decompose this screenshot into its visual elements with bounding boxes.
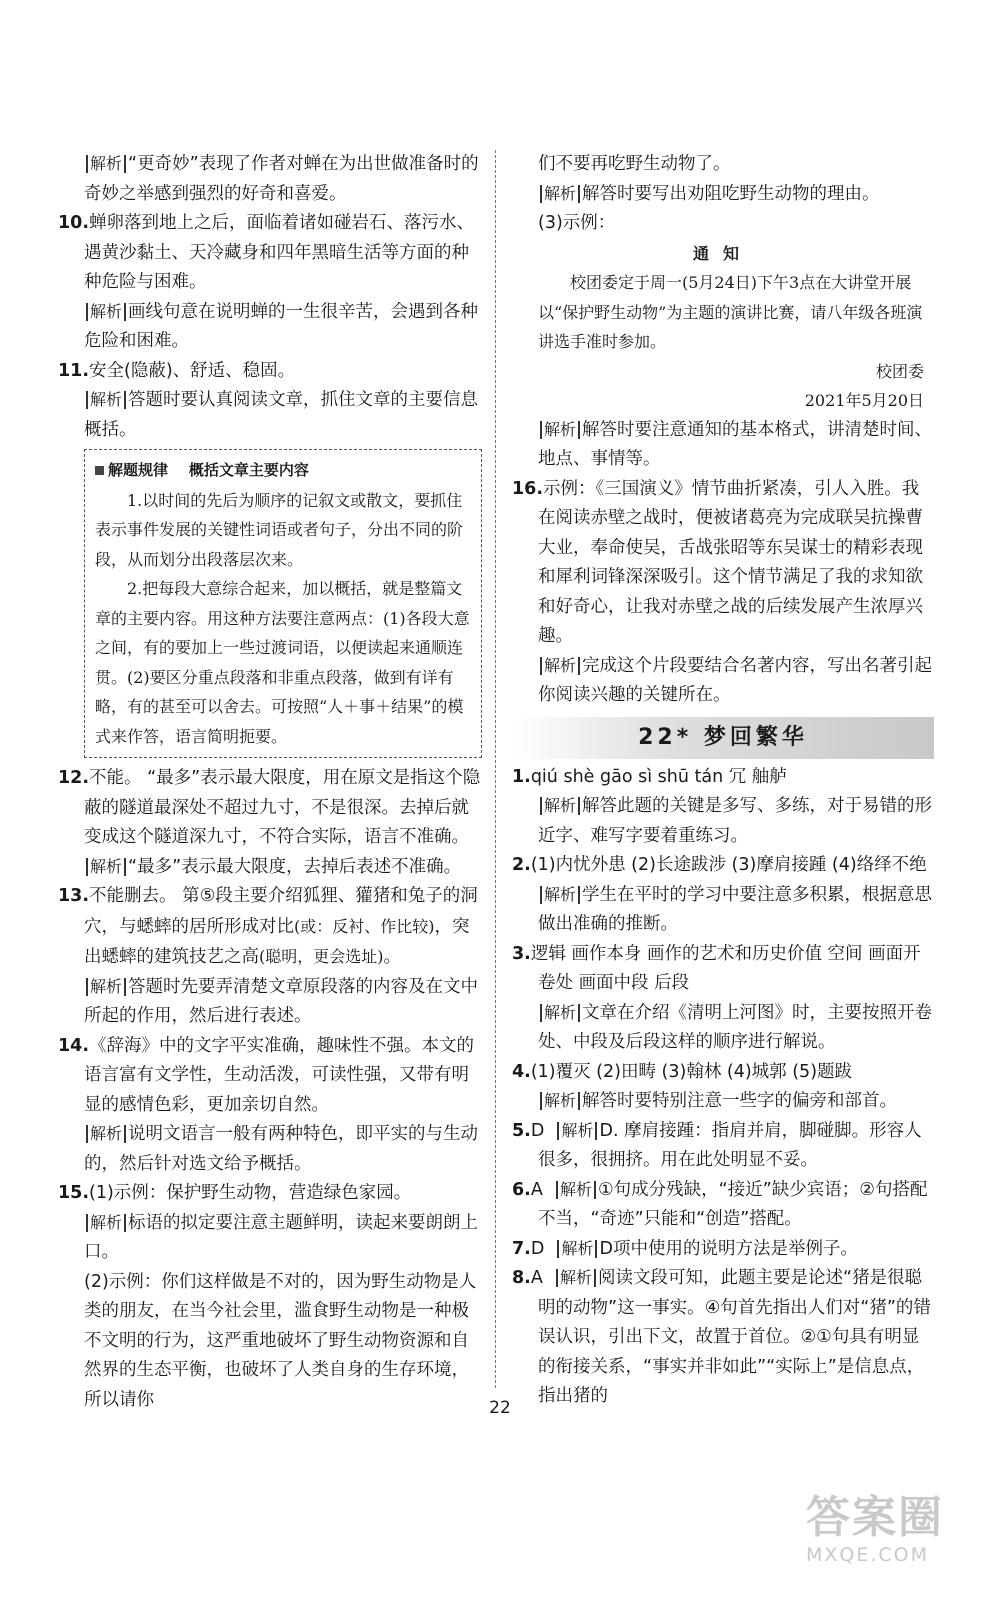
lesson-answer-6: 6.A 解析 ①句成分残缺，“接近”缺少宾语；②句搭配不当，“奇迹”只能和“创造”搭配。 <box>512 1179 928 1229</box>
watermark-logo <box>806 1492 966 1580</box>
analysis-tag: 解析 <box>86 978 126 996</box>
analysis-tag: 解析 <box>556 1181 596 1199</box>
notice-signature: 校团委 <box>875 361 924 381</box>
answer-10: 10.蝉卵落到地上之后，面临着诸如碰岩石、落污水、遇黄沙黏土、天冷藏身和四年黑暗生活等方面的种种危险与困难。 <box>58 213 475 292</box>
tip-paragraph: 1.以时间的先后为顺序的记叙文或散文，要抓住表示事件发展的关键性词语或者句子，分出不同的阶段，从而划分出段落层次来。 <box>95 490 464 569</box>
answer-12-analysis: 解析 “最多”表示最大限度，去掉后表述不准确。 <box>58 853 482 883</box>
lesson-answer-3: 3.逻辑 画作本身 画作的艺术和历史价值 空间 画面开卷处 画面中段 后段 <box>512 943 921 993</box>
answer-15: 15.(1)示例：保护野生动物，营造绿色家园。 <box>58 1183 412 1203</box>
lesson-banner: 22* 梦回繁华 <box>512 717 934 759</box>
notice-date: 2021年5月20日 <box>804 391 924 410</box>
answer-15-analysis-3: 解析 解答时要注意通知的基本格式，讲清楚时间、地点、事情等。 <box>538 419 933 469</box>
answer-16-analysis: 解析 完成这个片段要结合名著内容，写出名著引起你阅读兴趣的关键所在。 <box>538 655 933 705</box>
analysis-tag: 解析 <box>86 858 126 876</box>
analysis-tag: 解析 <box>540 421 580 439</box>
lesson-answer-8: 8.A 解析 阅读文段可知，此题主要是论述“猪是很聪明的动物”这一事实。④句首先指出人们对“猪”的错误认识，引出下文，故置于首位。②①句具有明显的衔接关系，“事实并非如此”“实际上”是信息点，指出猪的 <box>512 1268 931 1406</box>
answer-13-analysis: 解析 答题时先要弄清楚文章原段落的内容及在文中所起的作用，然后进行表述。 <box>84 976 479 1026</box>
analysis-tag: 解析 <box>556 1269 596 1287</box>
analysis-tag: 解析 <box>86 1125 126 1143</box>
lesson-answer-4: 4.(1)覆灭 (2)田畴 (3)翰林 (4)城郭 (5)题跋 <box>512 1061 853 1082</box>
answer-9-analysis: 解析 “更奇妙”表现了作者对蝉在为出世做准备时的奇妙之举感到强烈的好奇和喜爱。 <box>84 154 479 204</box>
answer-15-analysis-1: 解析 标语的拟定要注意主题鲜明，读起来要朗朗上口。 <box>84 1212 479 1262</box>
right-column <box>512 150 934 1412</box>
answer-15-analysis-2: 解析 解答时要写出劝阻吃野生动物的理由。 <box>512 180 934 210</box>
answer-15-continued: 们不要再吃野生动物了。 <box>538 154 731 174</box>
answer-11: 11.安全(隐蔽)、舒适、稳固。 <box>58 360 296 381</box>
analysis-tag: 解析 <box>86 303 126 321</box>
tip-box <box>84 449 482 758</box>
lesson-answer-7: 7.D 解析 D项中使用的说明方法是举例子。 <box>512 1238 858 1259</box>
answer-12: 12.不能。 “最多”表示最大限度，用在原文是指这个隐蔽的隧道最深处不超过九寸，不是很深。去掉后就变成这个隧道深九寸，不符合实际，语言不准确。 <box>58 768 481 847</box>
lesson-answer-4-analysis: 解析 解答时要特别注意一些字的偏旁和部首。 <box>512 1087 934 1117</box>
analysis-tag: 解析 <box>540 1092 580 1110</box>
analysis-tag: 解析 <box>540 657 580 675</box>
analysis-tag: 解析 <box>540 1004 580 1022</box>
page-number: 22 <box>489 1398 511 1418</box>
analysis-tag: 解析 <box>86 155 126 173</box>
answer-15-part-2: (2)示例：你们这样做是不对的，因为野生动物是人类的朋友，在当今社会里，滥食野生动物是一种极不文明的行为，这严重地破坏了野生动物资源和自然界的生态平衡，也破坏了人类自身的生存环境，所以请你 <box>84 1271 477 1410</box>
tip-header: 解题规律 概括文章主要内容 <box>95 456 471 486</box>
lesson-answer-2: 2.(1)内忧外患 (2)长途跋涉 (3)摩肩接踵 (4)络绎不绝 <box>512 855 927 875</box>
notice-body: 校团委定于周一(5月24日)下午3点在大讲堂开展以“保护野生动物”为主题的演讲比赛，请八年级各班演讲选手准时参加。 <box>538 273 923 351</box>
watermark-url: MXQE.COM <box>806 1544 930 1566</box>
answer-16: 16.示例：《三国演义》情节曲折紧凑，引人入胜。我在阅读赤壁之战时，便被诸葛亮为完成联吴抗操曹大业，奉命使吴，舌战张昭等东吴谋士的精彩表现和犀利词锋深深吸引。这个情节满足了我的求知欲和好奇心，让我对赤壁之战的后续发展产生浓厚兴趣。 <box>512 478 923 646</box>
lesson-answer-3-analysis: 解析 文章在介绍《清明上河图》时，主要按照开卷处、中段及后段这样的顺序进行解说。 <box>538 1002 933 1052</box>
answer-13: 13.不能删去。 第⑤段主要介绍狐狸、獾猪和兔子的洞穴，与蟋蟀的居所形成对比(或：反衬、作比较)，突出蟋蟀的建筑技艺之高(聪明，更会选址)。 <box>58 886 478 967</box>
answer-15-part-3: (3)示例： <box>538 213 616 233</box>
analysis-tag: 解析 <box>540 886 580 904</box>
answer-10-analysis: 解析 画线句意在说明蝉的一生很辛苦，会遇到各种危险和困难。 <box>84 301 479 351</box>
lesson-answer-1: 1.qiú shè gāo sì shū tán 冗 舳舻 <box>512 766 787 787</box>
analysis-tag: 解析 <box>540 185 580 203</box>
notice <box>512 239 934 416</box>
watermark-brand: 答案圈 <box>806 1492 944 1543</box>
column-divider <box>495 150 496 1388</box>
answer-11-analysis: 解析 答题时要认真阅读文章，抓住文章的主要信息概括。 <box>84 390 479 440</box>
answer-14: 14.《辞海》中的文字平实准确，趣味性不强。本文的语言富有文学性，生动活泼，可读性强，又带有明显的感情色彩，更加亲切自然。 <box>58 1035 475 1115</box>
analysis-tag: 解析 <box>86 1214 126 1232</box>
tip-paragraph: 2.把每段大意综合起来，加以概括，就是整篇文章的主要内容。用这种方法要注意两点：(1)各段大意之间，有的要加上一些过渡词语，以便读起来通顺连贯。(2)要区分重点段落和非重点段落，做到有详有略，有的甚至可以舍去。可按照“人＋事＋结果”的模式来作答，语言简明扼要。 <box>95 579 470 746</box>
lesson-answer-2-analysis: 解析 学生在平时的学习中要注意多积累，根据意思做出准确的推断。 <box>538 884 933 934</box>
answer-14-analysis: 解析 说明文语言一般有两种特色，即平实的与生动的，然后针对选文给予概括。 <box>84 1124 479 1174</box>
lesson-answer-5: 5.D 解析 D. 摩肩接踵：指肩并肩，脚碰脚。形容人很多，很拥挤。用在此处明显不妥。 <box>512 1120 922 1170</box>
left-column <box>58 150 482 1415</box>
analysis-tag: 解析 <box>557 1240 597 1258</box>
analysis-tag: 解析 <box>86 391 126 409</box>
analysis-tag: 解析 <box>557 1122 597 1140</box>
notice-title: 通知 <box>692 243 753 263</box>
square-icon <box>95 466 104 475</box>
analysis-tag: 解析 <box>540 797 580 815</box>
lesson-answer-1-analysis: 解析 解答此题的关键是多写、多练，对于易错的形近字、难写字要着重练习。 <box>538 796 933 846</box>
